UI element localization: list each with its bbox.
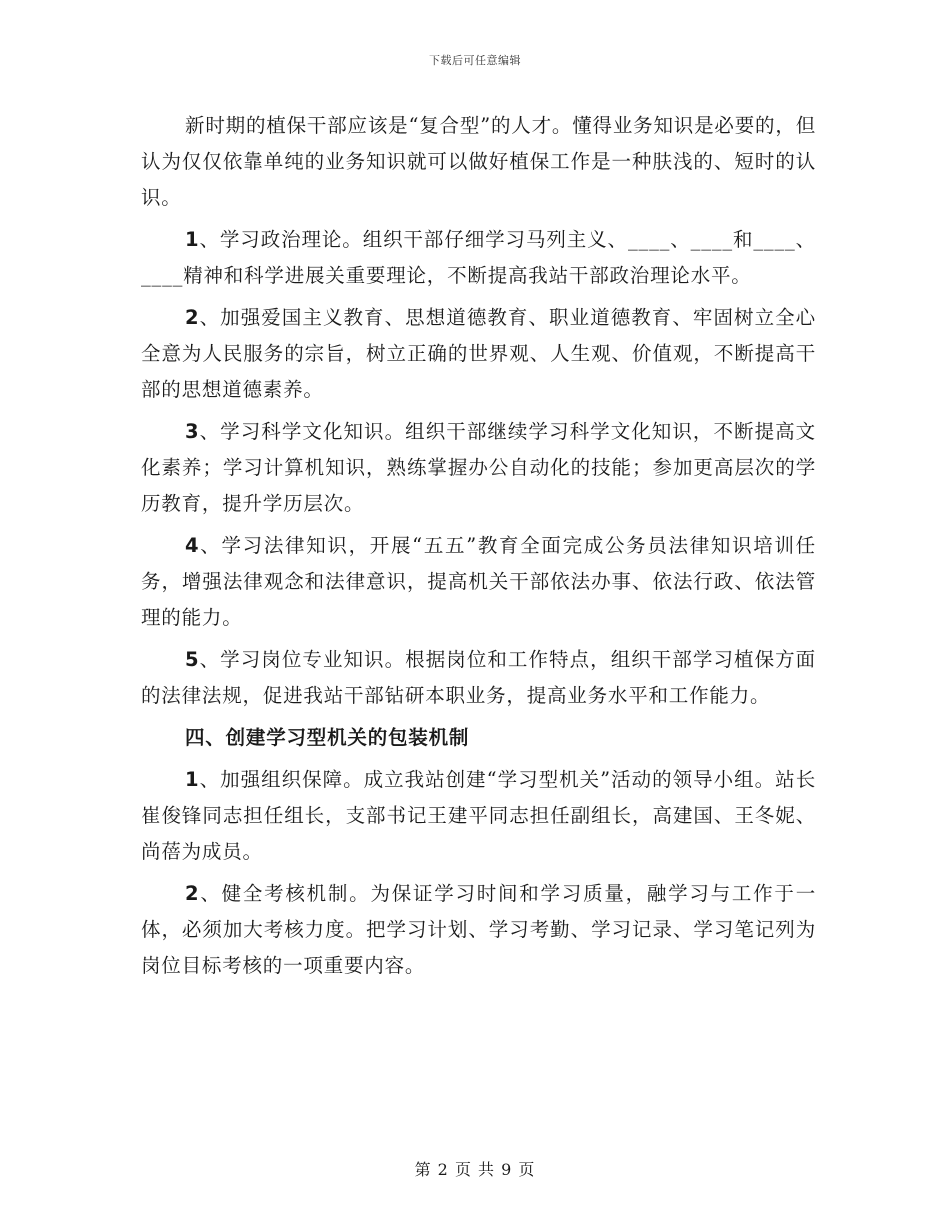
paragraph-item-4	[141, 528, 816, 636]
paragraph-number: 2	[185, 882, 200, 905]
paragraph-number: 5	[185, 648, 200, 671]
paragraph-text: 、健全考核机制。为保证学习时间和学习质量，融学习与工作于一体，必须加大考核力度。把学习计划、学习考勤、学习记录、学习笔记列为岗位目标考核的一项重要内容。	[141, 882, 816, 977]
page-number-footer: 第 2 页 共 9 页	[414, 1160, 536, 1179]
paragraph-text: 、学习科学文化知识。组织干部继续学习科学文化知识，不断提高文化素养；学习计算机知识，熟练掌握办公自动化的技能；参加更高层次的学历教育，提升学历层次。	[141, 420, 816, 515]
paragraph-item-1	[141, 222, 816, 294]
section-heading: 四、创建学习型机关的包装机制	[185, 726, 470, 749]
paragraph-item-3	[141, 414, 816, 522]
section-paragraph-2	[141, 876, 816, 984]
paragraph-item-2	[141, 300, 816, 408]
paragraph-number: 1	[185, 228, 200, 251]
section-paragraph-1	[141, 762, 816, 870]
paragraph-text: 、学习法律知识，开展“五五”教育全面完成公务员法律知识培训任务，增强法律观念和法律意识，提高机关干部依法办事、依法行政、依法管理的能力。	[141, 534, 816, 629]
paragraph-number: 2	[185, 306, 200, 329]
paragraph-text: 、加强组织保障。成立我站创建“学习型机关”活动的领导小组。站长崔俊锋同志担任组长，支部书记王建平同志担任副组长，高建国、王冬妮、尚蓓为成员。	[141, 768, 816, 863]
paragraph-text: 、学习政治理论。组织干部仔细学习马列主义、____、____和____、____精神和科学进展关重要理论，不断提高我站干部政治理论水平。	[141, 228, 816, 287]
document-body	[141, 108, 816, 990]
paragraph-number: 3	[185, 420, 200, 443]
paragraph-intro	[141, 108, 816, 216]
paragraph-item-5	[141, 642, 816, 714]
paragraph-text: 、加强爱国主义教育、思想道德教育、职业道德教育、牢固树立全心全意为人民服务的宗旨，树立正确的世界观、人生观、价值观，不断提高干部的思想道德素养。	[141, 306, 816, 401]
paragraph-text: 、学习岗位专业知识。根据岗位和工作特点，组织干部学习植保方面的法律法规，促进我站干部钻研本职业务，提高业务水平和工作能力。	[141, 648, 816, 707]
paragraph-number: 4	[185, 534, 200, 557]
paragraph-text: 新时期的植保干部应该是“复合型”的人才。懂得业务知识是必要的，但认为仅仅依靠单纯的业务知识就可以做好植保工作是一种肤浅的、短时的认识。	[141, 114, 816, 209]
page-header: 下载后可任意编辑	[429, 54, 521, 67]
paragraph-number: 1	[185, 768, 200, 791]
